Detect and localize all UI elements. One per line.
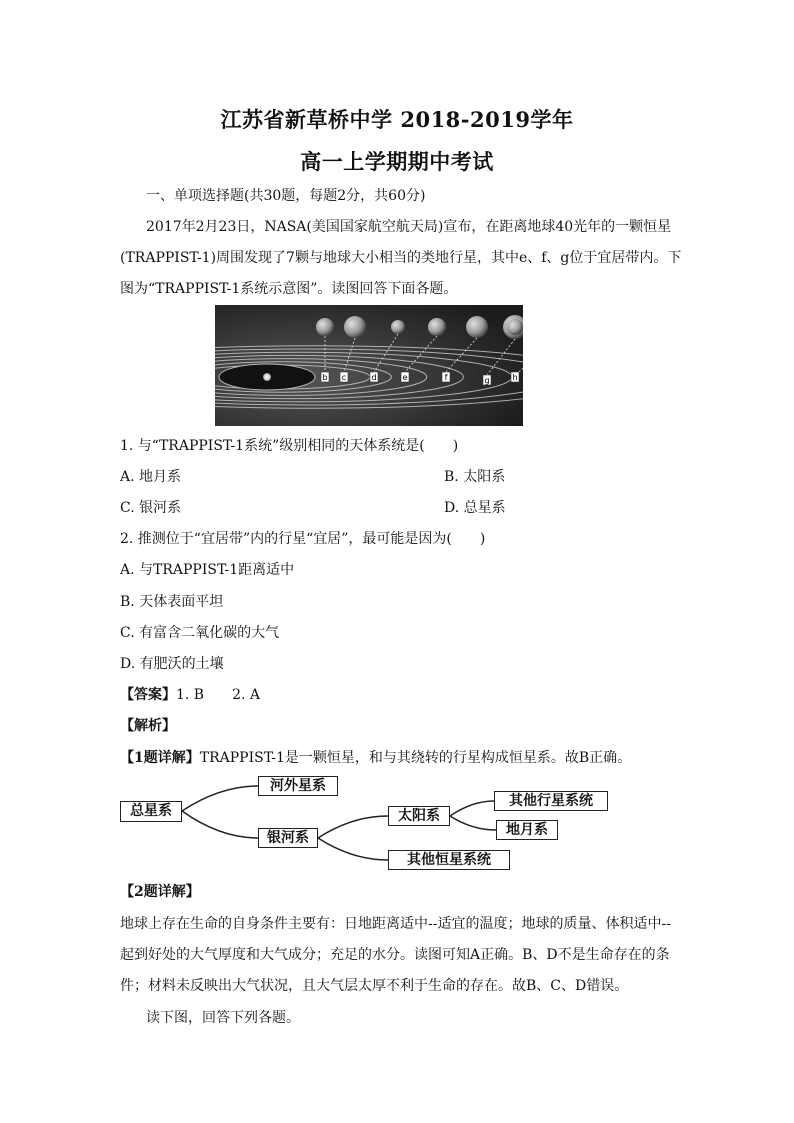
q2-option-d: D. 有肥沃的土壤 <box>120 656 224 672</box>
tree-node-solar-system: 太阳系 <box>388 806 450 826</box>
page-title-line2: 高一上学期期中考试 <box>300 149 494 174</box>
answer-values: 1. B 2. A <box>176 687 261 703</box>
detail2-line-3: 件；材料未反映出大气状况，且大气层太厚不利于生命的存在。故B、C、D错误。 <box>120 978 629 994</box>
intro-line-2: (TRAPPIST-1)周围发现了7颗与地球大小相当的类地行星，其中e、f、g位于宜居带内。下 <box>120 250 682 266</box>
answer-label: 【答案】 <box>120 687 176 703</box>
q1-stem: 1. 与“TRAPPIST-1系统”级别相同的天体系统是( ) <box>120 438 459 454</box>
q1-option-c: C. 银河系 <box>120 500 182 516</box>
planet-g-label: g <box>484 376 490 385</box>
planet-e-label: e <box>402 373 408 382</box>
tree-node-other-planetary: 其他行星系统 <box>494 791 608 811</box>
analysis-label: 【解析】 <box>120 718 176 734</box>
planet-d-label: d <box>371 373 377 382</box>
section-heading: 一、单项选择题(共30题，每题2分，共60分) <box>146 188 426 204</box>
next-instruction: 读下图，回答下列各题。 <box>146 1010 300 1026</box>
q1-option-b: B. 太阳系 <box>444 469 506 485</box>
tree-node-milkyway: 银河系 <box>258 828 318 848</box>
planet-b-label: b <box>322 373 328 382</box>
detail1-text: TRAPPIST-1是一颗恒星，和与其绕转的行星构成恒星系。故B正确。 <box>199 750 632 766</box>
q2-option-b: B. 天体表面平坦 <box>120 594 224 610</box>
detail1-label: 【1题详解】 <box>120 750 200 766</box>
tree-node-extragalactic: 河外星系 <box>258 776 338 796</box>
planet-c-label: c <box>341 373 347 382</box>
tree-node-universe: 总星系 <box>120 801 182 822</box>
detail2-line-2: 起到好处的大气厚度和大气成分；充足的水分。读图可知A正确。B、D不是生命存在的条 <box>120 947 670 963</box>
planet-f-label: f <box>444 373 448 382</box>
detail2-label: 【2题详解】 <box>120 884 200 900</box>
planet-h-label: h <box>512 373 518 382</box>
q2-stem: 2. 推测位于“宜居带”内的行星“宜居”，最可能是因为( ) <box>120 531 486 547</box>
page-title-line1: 江苏省新草桥中学 2018-2019学年 <box>220 107 574 132</box>
tree-node-other-stellar: 其他恒星系统 <box>388 850 510 870</box>
q1-option-d: D. 总星系 <box>444 500 506 516</box>
tree-node-earth-moon: 地月系 <box>496 820 558 840</box>
intro-line-1: 2017年2月23日，NASA(美国国家航空航天局)宣布，在距离地球40光年的一颗恒星 <box>146 219 672 235</box>
q2-option-c: C. 有富含二氧化碳的大气 <box>120 625 280 641</box>
detail2-line-1: 地球上存在生命的自身条件主要有：日地距离适中--适宜的温度；地球的质量、体积适中-- <box>120 916 671 932</box>
intro-line-3: 图为“TRAPPIST-1系统示意图”。读图回答下面各题。 <box>120 281 458 297</box>
q1-option-a: A. 地月系 <box>120 469 182 485</box>
q2-option-a: A. 与TRAPPIST-1距离适中 <box>120 562 295 578</box>
